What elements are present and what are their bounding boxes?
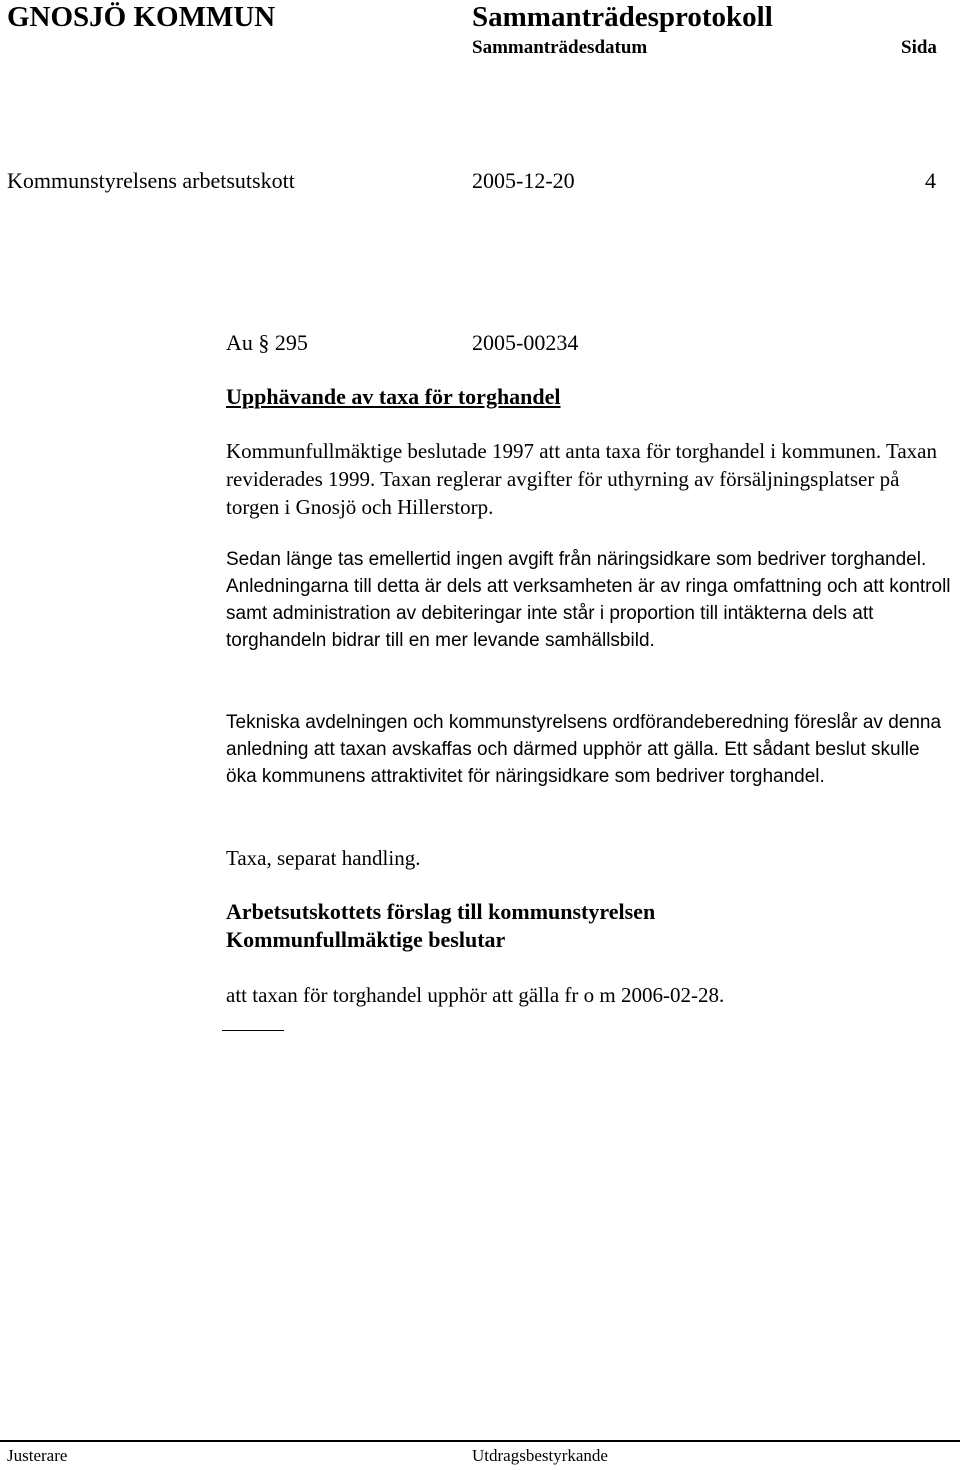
footer-utdragsbestyrkande: Utdragsbestyrkande xyxy=(472,1446,608,1465)
proposal-heading-committee: Arbetsutskottets förslag till kommunstyrelsen xyxy=(226,899,656,924)
case-number: 2005-00234 xyxy=(472,330,579,355)
end-marker-line xyxy=(222,1030,284,1031)
paragraph-background: Kommunfullmäktige beslutade 1997 att anta taxa för torghandel i kommunen. Taxan reviderades 1999. Taxan reglerar avgifter för uthyrning av försäljningsplatser på torgen i Gnosjö och Hillerstorp. xyxy=(226,439,937,519)
meeting-body: Kommunstyrelsens arbetsutskott xyxy=(7,168,295,193)
paragraph-number: Au § 295 xyxy=(226,330,308,355)
item-title: Upphävande av taxa för torghandel xyxy=(226,384,561,409)
paragraph-reasons-lead: Sedan länge tas emellertid ingen avgift från näringsidkare som bedriver torghandel. xyxy=(226,549,927,570)
paragraph-proposal: Tekniska avdelningen och kommunstyrelsens ordförandeberedning föreslår av denna anledning att taxan avskaffas och därmed upphör att gälla. Ett sådant beslut skulle öka kommunens attraktivitet för näringsidkare som bedriver torghandel. xyxy=(226,712,942,787)
meeting-date: 2005-12-20 xyxy=(472,168,575,193)
proposal-heading xyxy=(226,898,954,954)
paragraph-reasons xyxy=(226,546,954,654)
footer-justerare: Justerare xyxy=(7,1446,68,1465)
paragraph-reasons-rest: Anledningarna till detta är dels att verksamheten är av ringa omfattning och att kontroll samt administration av debiteringar inte står i proportion till intäkterna dels att torghandeln bidrar till en mer levande samhällsbild. xyxy=(226,576,951,651)
footer-rule xyxy=(0,1440,960,1442)
decision-text: att taxan för torghandel upphör att gälla fr o m 2006-02-28. xyxy=(226,983,725,1007)
proposal-heading-council: Kommunfullmäktige beslutar xyxy=(226,927,506,952)
document-type: Sammanträdesprotokoll xyxy=(472,1,773,33)
meeting-date-label: Sammanträdesdatum xyxy=(472,37,648,58)
item-identifier xyxy=(226,330,578,356)
paragraph-attachment: Taxa, separat handling. xyxy=(226,846,421,870)
page-number: 4 xyxy=(925,168,936,193)
municipality-name: GNOSJÖ KOMMUN xyxy=(7,1,276,33)
page-label: Sida xyxy=(901,37,937,58)
